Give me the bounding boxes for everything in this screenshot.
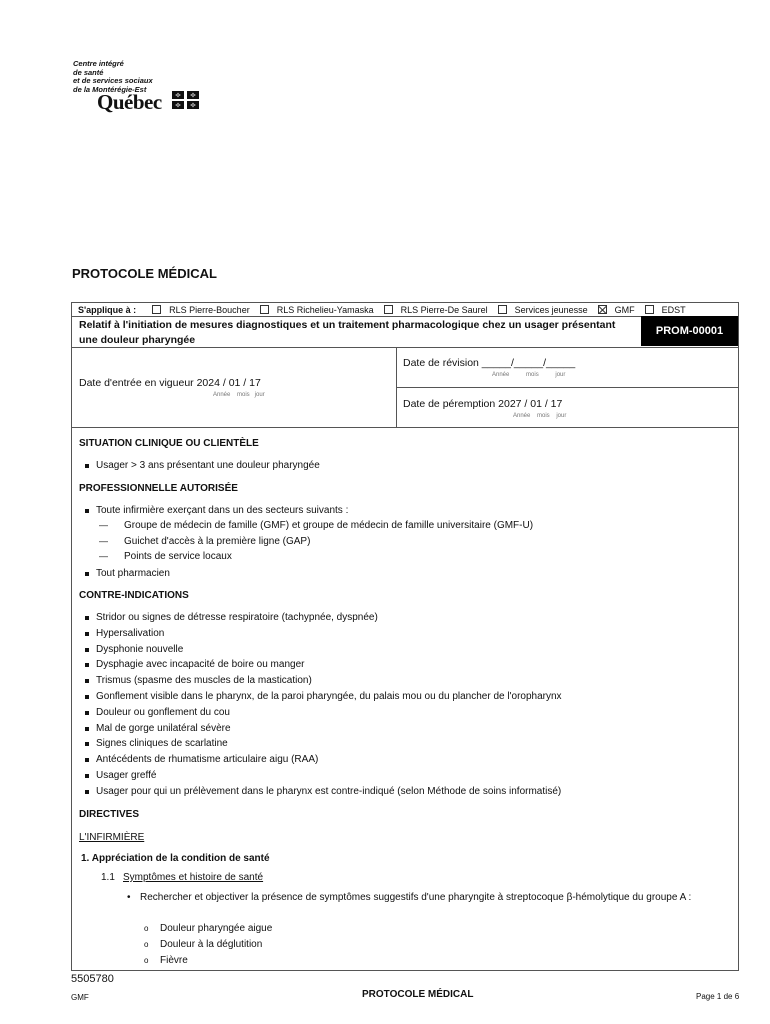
revision-date-legend: Année mois jour [492,372,566,378]
list-item: Gonflement visible dans le pharynx, de la paroi pharyngée, du palais mou ou du plancher de l'oropharynx [79,689,734,705]
symptom-instruction [127,890,733,906]
organization-name: Centre intégré de santé et de services sociaux de la Montérégie-Est [73,59,153,94]
option-label: GMF [614,304,635,315]
list-item: o Fièvre [144,953,272,969]
list-item: — Groupe de médecin de famille (GMF) et groupe de médecin de famille universitaire (GMF-U) [79,518,729,534]
list-item: Douleur ou gonflement du cou [79,705,734,721]
list-item: Toute infirmière exerçant dans un des secteurs suivants : [79,503,729,519]
bullet-icon: • [127,892,131,903]
page-title: PROTOCOLE MÉDICAL [72,266,217,281]
list-item: Dysphonie nouvelle [79,642,734,658]
option-label: EDST [661,304,686,315]
professional-list [79,503,729,519]
list-item: — Points de service locaux [79,549,729,565]
list-item: Usager pour qui un prélèvement dans le pharynx est contre-indiqué (selon Méthode de soins informatisé) [79,784,734,800]
list-item: Signes cliniques de scarlatine [79,736,734,752]
list-item: Tout pharmacien [79,566,729,582]
checkbox-rls-richelieu-yamaska[interactable] [260,305,269,314]
option-label: RLS Pierre-Boucher [169,304,250,315]
step-1-heading: 1. Appréciation de la condition de santé [81,853,270,864]
quebec-wordmark: Québec [97,90,162,114]
list-item: o Douleur pharyngée aigue [144,921,272,937]
contraindications-list [79,610,734,800]
checkbox-rls-pierre-de-saurel[interactable] [384,305,393,314]
protocol-subject: Relatif à l'initiation de mesures diagnostiques et un traitement pharmacologique chez un usager présentant une douleur pharyngée [79,319,616,346]
applies-to-row [72,303,738,317]
document-number: 5505780 [71,973,114,985]
list-item: o Douleur à la déglutition [144,937,272,953]
footer-left: GMF [71,993,89,1002]
quebec-flag-icon [172,91,199,109]
expiry-date-legend: Année mois jour [513,413,567,419]
list-item: Trismus (spasme des muscles de la mastication) [79,673,734,689]
list-item: Usager greffé [79,768,734,784]
situation-list [79,458,729,474]
list-item: Mal de gorge unilatéral sévère [79,721,734,737]
section-heading-professional: PROFESSIONNELLE AUTORISÉE [79,483,238,494]
circle-bullet-icon: o [144,956,149,965]
checkbox-edst[interactable] [645,305,654,314]
applies-label: S'applique à : [78,304,137,315]
list-item: — Guichet d'accès à la première ligne (GAP) [79,534,729,550]
effective-date: Date d'entrée en vigueur 2024 / 01 / 17 [79,377,261,389]
option-label: Services jeunesse [514,304,588,315]
option-label: RLS Richelieu-Yamaska [276,304,374,315]
professional-list-2 [79,566,729,582]
section-heading-directives: DIRECTIVES [79,809,140,820]
section-heading-situation: SITUATION CLINIQUE OU CLIENTÈLE [79,438,259,449]
nurse-heading: L'INFIRMIÈRE [79,832,145,843]
circle-bullet-icon: o [144,924,149,933]
divider [72,347,738,348]
list-item: Hypersalivation [79,626,734,642]
list-item: Antécédents de rhumatisme articulaire aigu (RAA) [79,752,734,768]
list-item: Usager > 3 ans présentant une douleur pharyngée [79,458,729,474]
expiry-date: Date de péremption 2027 / 01 / 17 [403,398,563,410]
section-heading-contraindications: CONTRE-INDICATIONS [79,590,189,601]
checkbox-gmf[interactable] [598,305,607,314]
revision-date: Date de révision _____/_____/_____ [403,357,576,369]
option-label: RLS Pierre-De Saurel [400,304,488,315]
symptom-instruction-text: Rechercher et objectiver la présence de symptômes suggestifs d'une pharyngite à streptocoque β-hémolytique du groupe A : [140,892,692,903]
step-1-1-number: 1.1 [101,872,115,883]
professional-sublist [79,518,729,565]
step-1-1-heading: Symptômes et histoire de santé [123,872,264,883]
list-item: Dysphagie avec incapacité de boire ou manger [79,657,734,673]
effective-date-legend: Année mois jour [213,392,265,398]
list-item: Stridor ou signes de détresse respiratoire (tachypnée, dyspnée) [79,610,734,626]
divider [396,387,738,388]
checkbox-services-jeunesse[interactable] [498,305,507,314]
checkbox-rls-pierre-boucher[interactable] [152,305,161,314]
footer-title: PROTOCOLE MÉDICAL [362,989,474,1000]
protocol-code: PROM-00001 [641,316,738,346]
circle-bullet-icon: o [144,940,149,949]
page-number: Page 1 de 6 [696,992,740,1001]
divider [72,427,738,428]
symptom-list [144,921,272,969]
